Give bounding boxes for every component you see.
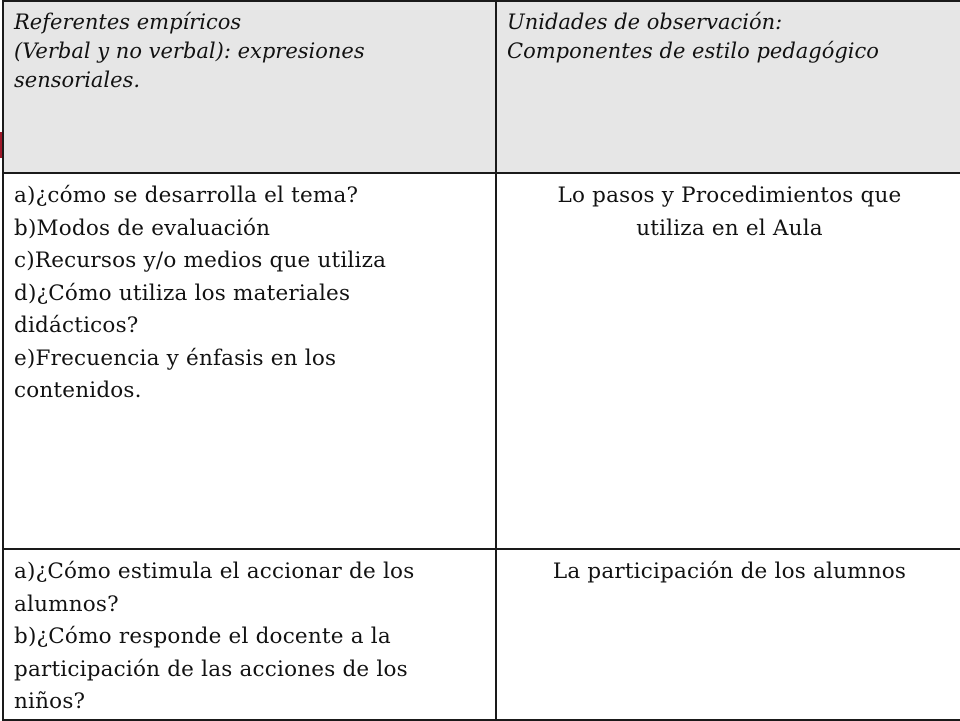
header-left-line: sensoriales. <box>14 68 141 92</box>
table-row <box>3 173 960 549</box>
row-2-questions-cell <box>3 549 496 720</box>
unit-line: utiliza en el Aula <box>636 215 823 241</box>
header-left-line: (Verbal y no verbal): expresiones <box>14 39 365 63</box>
question-line: niños? <box>14 689 86 714</box>
question-line: didácticos? <box>14 313 139 338</box>
header-right-line: Componentes de estilo pedagógico <box>507 39 879 63</box>
question-line: d)¿Cómo utiliza los materiales <box>14 280 351 306</box>
question-line: alumnos? <box>14 591 119 617</box>
unit-line: La participación de los alumnos <box>552 559 907 584</box>
row-1-questions-cell <box>3 173 496 549</box>
row-2-unit-cell <box>496 549 960 720</box>
header-left-line: Referentes empíricos <box>14 10 242 34</box>
question-line: e)Frecuencia y énfasis en los <box>14 345 337 371</box>
row-1-unit-cell <box>496 173 960 549</box>
header-cell-empirical-referents <box>3 1 496 173</box>
observation-table <box>2 0 960 721</box>
question-line: a)¿cómo se desarrolla el tema? <box>14 183 359 208</box>
question-line: c)Recursos y/o medios que utiliza <box>14 248 387 273</box>
table-header-row <box>3 1 960 173</box>
question-line: a)¿Cómo estimula el accionar de los <box>14 559 415 584</box>
question-line: participación de las acciones de los <box>14 656 408 682</box>
question-line: b)¿Cómo responde el docente a la <box>14 624 391 649</box>
question-line: b)Modos de evaluación <box>14 215 271 241</box>
header-right-line: Unidades de observación: <box>507 10 783 34</box>
header-cell-observation-units <box>496 1 960 173</box>
unit-line: Lo pasos y Procedimientos que <box>557 183 902 208</box>
table-row <box>3 549 960 720</box>
question-line: contenidos. <box>14 378 142 403</box>
